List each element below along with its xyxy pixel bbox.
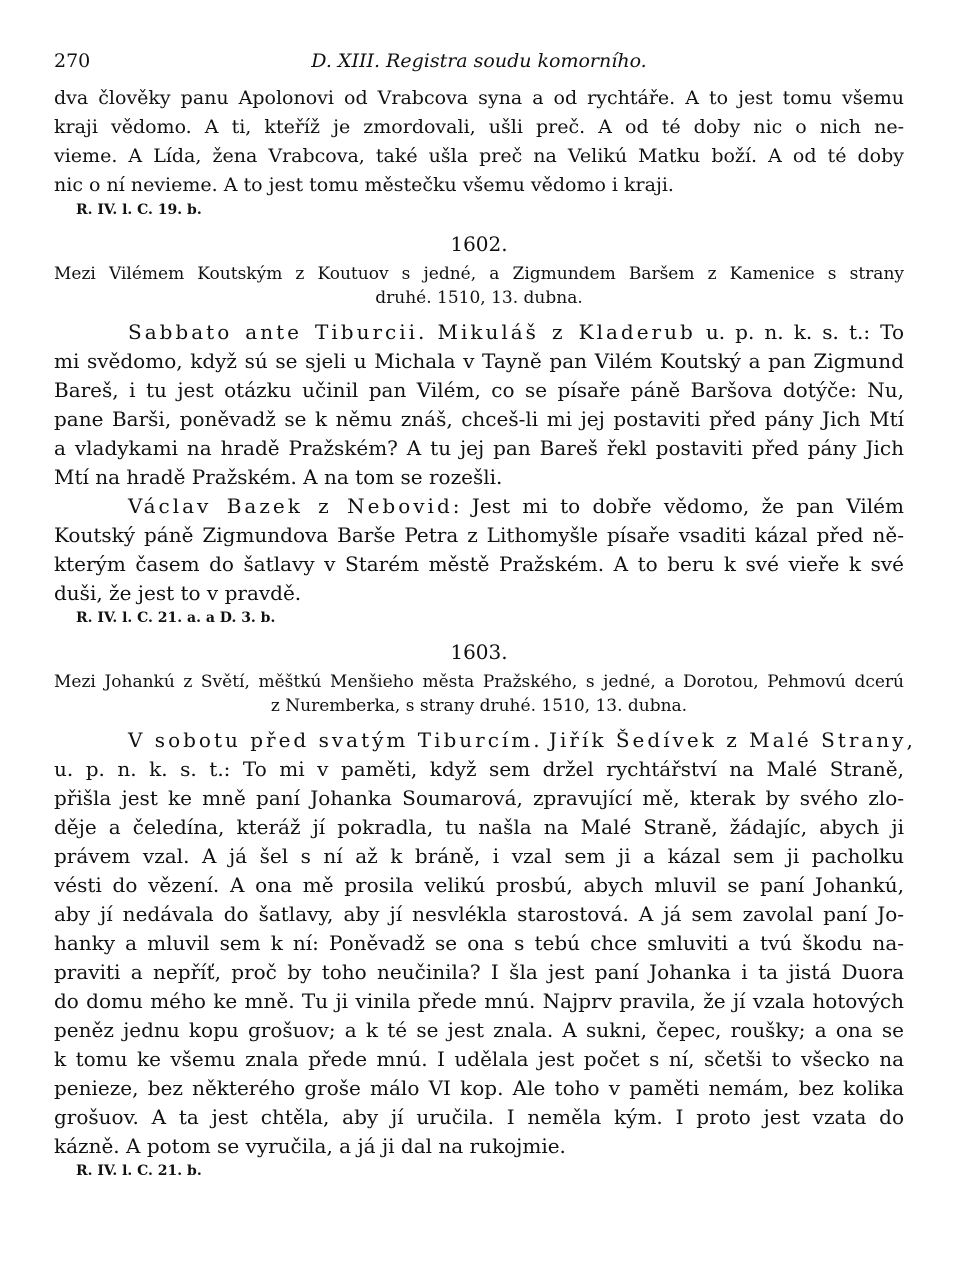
text-line: kraji vědomo. A ti, kteříž je zmordovali, ušli preč. A od té doby nic o nich ne-	[54, 116, 904, 138]
entry-number: 1602.	[450, 232, 508, 256]
text-line: dva člověky panu Apolonovi od Vrabcova syna a od rychtáře. A to jest tomu všemu	[54, 87, 904, 109]
source-citation: R. IV. l. C. 21. b.	[76, 1163, 202, 1179]
text-line: praviti a nepříť, proč by toho neučinila? I šla jest paní Johanka i ta jistá Duora	[54, 960, 904, 984]
text-line: Sabbato ante Tiburcii. Mikuláš z Kladerub u. p. n. k. s. t.: To	[128, 320, 905, 344]
source-citation: R. IV. l. C. 19. b.	[76, 202, 202, 218]
heading-line: z Nuremberka, s strany druhé. 1510, 13. dubna.	[270, 696, 688, 716]
running-title: D. XIII. Registra soudu komorního.	[311, 50, 647, 72]
text-line: mi svědomo, když sú se sjeli u Michala v Tayně pan Vilém Koutský a pan Zigmund	[54, 349, 904, 373]
running-head	[54, 50, 904, 84]
text-line: pane Barši, poněvadž se k němu znáš, chceš-li mi jej postaviti před pány Jich Mtí	[54, 407, 904, 431]
text-line: u. p. n. k. s. t.: To mi v paměti, když sem držel rychtářství na Malé Straně,	[54, 757, 904, 781]
text-line: Mtí na hradě Pražském. A na tom se rozešli.	[54, 465, 503, 489]
text-line: kterým časem do šatlavy v Starém městě Pražském. A to beru k své vieře k své	[54, 552, 904, 576]
text-line: a vladykami na hradě Pražském? A tu jej pan Bareš řekl postaviti před pány Jich	[54, 436, 904, 460]
testimony-paragraph	[54, 492, 904, 608]
testimony-paragraph	[54, 318, 904, 492]
text-line: Koutský páně Zigmundova Barše Petra z Lithomyšle písaře vsaditi kázal před ně-	[54, 523, 904, 547]
text-line: aby jí nedávala do šatlavy, aby jí nesvlékla starostová. A já sem zavolal paní Jo-	[54, 902, 904, 926]
text-line: vieme. A Lída, žena Vrabcova, také ušla preč na Velikú Matku boží. A od té doby	[54, 145, 904, 167]
entry-1602	[54, 232, 904, 626]
page-number: 270	[54, 50, 91, 72]
entry-heading	[54, 262, 904, 310]
text-line: grošuov. A ta jest chtěla, aby jí uručila. I neměla kým. I proto jest vzata do	[54, 1105, 904, 1129]
text-line: k tomu ke všemu znala přede mnú. I udělala jest počet s ní, sčetši to všecko na	[54, 1047, 904, 1071]
testimony-paragraph	[54, 726, 913, 1161]
text-line: V sobotu před svatým Tiburcím. Jiřík Šedívek z Malé Strany,	[128, 728, 913, 752]
text-line: nic o ní nevieme. A to jest tomu městečku všemu vědomo i kraji.	[54, 174, 674, 196]
text-line: penieze, bez některého groše málo VI kop. Ale toho v paměti nemám, bez kolika	[54, 1076, 904, 1100]
text-line: duši, že jest to v pravdě.	[54, 581, 302, 605]
intro-paragraph	[54, 84, 904, 200]
source-citation: R. IV. l. C. 21. a. a D. 3. b.	[76, 610, 276, 626]
text-line: kázně. A potom se vyručila, a já ji dal na rukojmie.	[54, 1134, 566, 1158]
text-line: do domu mého ke mně. Tu ji vinila přede mnú. Najprv pravila, že jí vzala hotových	[54, 989, 904, 1013]
text-line: vésti do vězení. A ona mě prosila velikú prosbú, abych mluvil se paní Johankú,	[54, 873, 904, 897]
text-line: peněz jednu kopu grošuov; a k té se jest znala. A sukni, čepec, roušky; a ona se	[54, 1018, 904, 1042]
entry-number: 1603.	[450, 640, 508, 664]
text-line: hanky a mluvil sem k ní: Poněvadž se ona s tebú chce smluviti a tvú škodu na-	[54, 931, 904, 955]
entry-1603	[54, 640, 913, 1179]
heading-line: druhé. 1510, 13. dubna.	[375, 288, 583, 308]
heading-line: Mezi Johankú z Světí, měštkú Menšieho města Pražského, s jedné, a Dorotou, Pehmovú dcerú	[54, 672, 904, 692]
entry-heading	[54, 670, 904, 718]
text-line: přišla jest ke mně paní Johanka Soumarová, zpravující mě, kterak by svého zlo-	[54, 786, 904, 810]
text-line: právem vzal. A já šel s ní až k bráně, i vzal sem ji a kázal sem ji pacholku	[54, 844, 904, 868]
heading-line: Mezi Vilémem Koutským z Koutuov s jedné, a Zigmundem Baršem z Kamenice s strany	[54, 264, 904, 284]
text-line: Bareš, i tu jest otázku učinil pan Vilém, co se písaře páně Baršova dotýče: Nu,	[54, 378, 904, 402]
text-line: Václav Bazek z Nebovid: Jest mi to dobře vědomo, že pan Vilém	[128, 494, 904, 518]
text-line: děje a čeledína, kteráž jí pokradla, tu našla na Malé Straně, žádajíc, abych ji	[54, 815, 904, 839]
